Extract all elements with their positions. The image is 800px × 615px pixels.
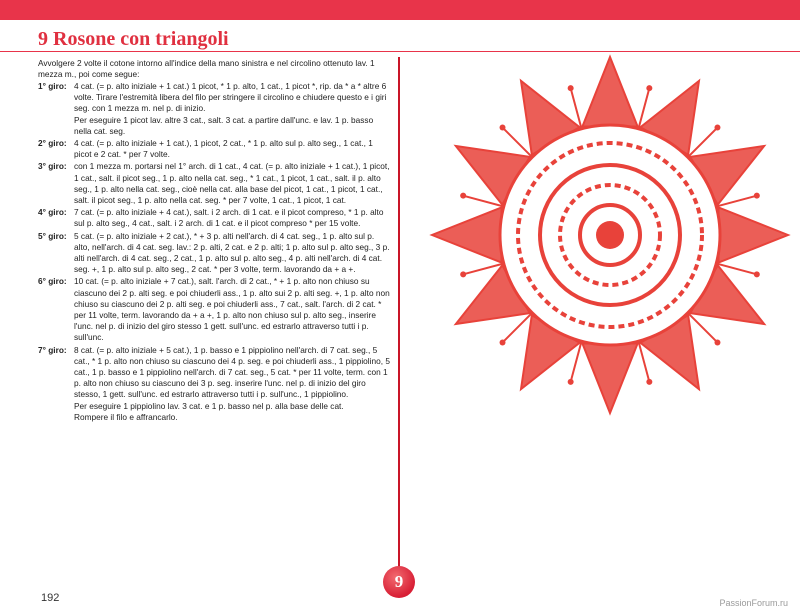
doily-picot [714,339,720,345]
pattern-number-badge: 9 [383,566,415,598]
doily-picot [754,193,760,199]
round-body [74,81,392,137]
doily-rings [500,125,720,345]
doily-center [596,221,624,249]
round-3 [38,161,393,206]
round-body [74,161,392,206]
round-4 [38,207,393,229]
round-body [74,345,392,423]
round-text: Per eseguire 1 pippiolino lav. 3 cat. e 1 p. basso nel p. alla base delle cat. [74,400,344,411]
round-body [74,276,392,343]
intro-text: Avvolgere 2 volte il cotone intorno all'indice della mano sinistra e nel circolino ottenuto lav. 1 mezza m., poi come segue: [38,58,375,80]
watermark: PassionForum.ru [719,598,788,608]
round-label: 1° giro: [38,81,67,91]
doily-point [719,207,788,262]
round-label: 5° giro: [38,230,67,241]
crochet-doily-photo [420,45,800,425]
round-text: 7 cat. (= p. alto iniziale + 4 cat.), salt. i 2 arch. di 1 cat. e il picot compreso, * 1 p. alto sul p. alto seg., 4 cat., salt. i 2 arch. di 1 cat. e il picot compreso * per 15 volte. [74,207,384,229]
doily-picot [460,271,466,277]
round-label: 3° giro: [38,161,67,172]
round-label: 4° giro: [38,207,67,218]
round-7 [38,345,393,423]
doily-point [432,207,501,262]
round-text: Rompere il filo e affrancarlo. [74,411,178,422]
round-label: 7° giro: [38,344,67,355]
doily-picot [714,125,720,131]
doily-picot [460,193,466,199]
round-text: 4 cat. (= p. alto iniziale + 1 cat.) 1 picot, * 1 p. alto, 1 cat., 1 picot *, rip. da * a * altre 6 volte. Tirare l'estremità libera del filo per stringere il circolino e chiudere questo e i giri seg. con 1 mezza m. nel p. di inizio. [74,81,387,114]
round-2 [38,138,393,160]
round-text: con 1 mezza m. portarsi nel 1° arch. di 1 cat., 4 cat. (= p. alto iniziale + 1 cat.), 1 picot, 1 cat., salt. il picot seg., 1 p. alto nella cat. seg., * 1 cat., 1 picot, 1 cat., salt. il p. alto seg., 1 p. alto nella cat. seg., cioè nella cat. alla base del picot, 1 cat., 1 picot, 1 cat., salt. il picot seg., 1 p. alto nella cat. seg. * per 7 volte, 1 cat., 1 picot, 1 cat. [74,161,390,206]
round-1 [38,81,393,137]
round-6 [38,276,393,343]
doily-point [582,344,637,413]
round-text: Per eseguire 1 picot lav. altre 3 cat., salt. 3 cat. a partire dall'unc. e lav. 1 p. basso nella cat. seg. [74,114,374,136]
doily-picot [646,85,652,91]
round-body [74,138,392,160]
round-body [74,231,392,276]
doily-picot [568,379,574,385]
doily-picot [754,271,760,277]
instructions [38,81,393,424]
doily-picot [500,125,506,131]
round-5 [38,231,393,276]
round-text: 5 cat. (= p. alto iniziale + 2 cat.), * + 3 p. alti nell'arch. di 4 cat. seg., 1 p. alto sul p. alto, nell'arch. di 4 cat. seg. lav.: 2 p. alti, 2 cat. e 2 p. alti; 1 p. alto sul p. alto seg., 3 p. alti nell'arch. di 4 cat. seg., 2 cat., 1 p. alto sul p. alto seg., 4 p. alti nell'arch. di 4 cat. seg. +, 1 p. alto sul p. alto seg., 2 cat. * per 3 volte, term. lavorando da + a +. [74,230,390,275]
top-color-bar [0,0,800,20]
thread-divider [398,57,400,567]
round-text: 10 cat. (= p. alto iniziale + 7 cat.), salt. l'arch. di 2 cat., * + 1 p. alto non chiuso su ciascuno dei 2 p. alti seg. e poi chiuderli ass., 1 p. alto sui 2 p. alti seg. +, 1 p. alto non chiuso su ciascuno dei 2 p. alti seg. e poi chiuderli ass., 7 cat., salt. l'arch. di 2 cat. * per 11 volte, term. lavorando da + a +, 1 p. alto non chiuso sul p. alto seg., inserire l'unc. nel p. di inizio del giro stesso 1 gett. sull'unc. ed estrarlo attraverso tutti i p. sull'unc. [74,276,390,343]
doily-picot [568,85,574,91]
round-label: 6° giro: [38,276,67,287]
page-number: 192 [41,592,60,604]
round-body [74,207,392,229]
round-text: 8 cat. (= p. alto iniziale + 5 cat.), 1 p. basso e 1 pippiolino nell'arch. di 7 cat. seg., 5 cat., * 1 p. alto non chiuso su ciascuno dei 4 p. seg. e poi chiuderli ass., 1 pippiolino, 5 cat., 1 p. basso e 1 pippiolino nell'arch. di 7 cat. seg., 5 cat. * per 11 volte, term. con 1 p. alto non chiuso su ciascuno dei 3 p. seg. inserire l'unc. nel p. di inizio del giro stesso, 1 gett. sull'unc. ed estrarlo attraverso tutti i p. sull'unc., 1 pippiolino. [74,344,390,400]
doily-point [582,57,637,126]
round-label: 2° giro: [38,138,67,149]
round-text: 4 cat. (= p. alto iniziale + 1 cat.), 1 picot, 2 cat., * 1 p. alto sul p. alto seg., 1 cat., 1 picot e 2 cat. * per 7 volte. [74,138,373,160]
doily-picot [500,339,506,345]
page-title: 9 Rosone con triangoli [38,28,229,50]
doily-picot [646,379,652,385]
